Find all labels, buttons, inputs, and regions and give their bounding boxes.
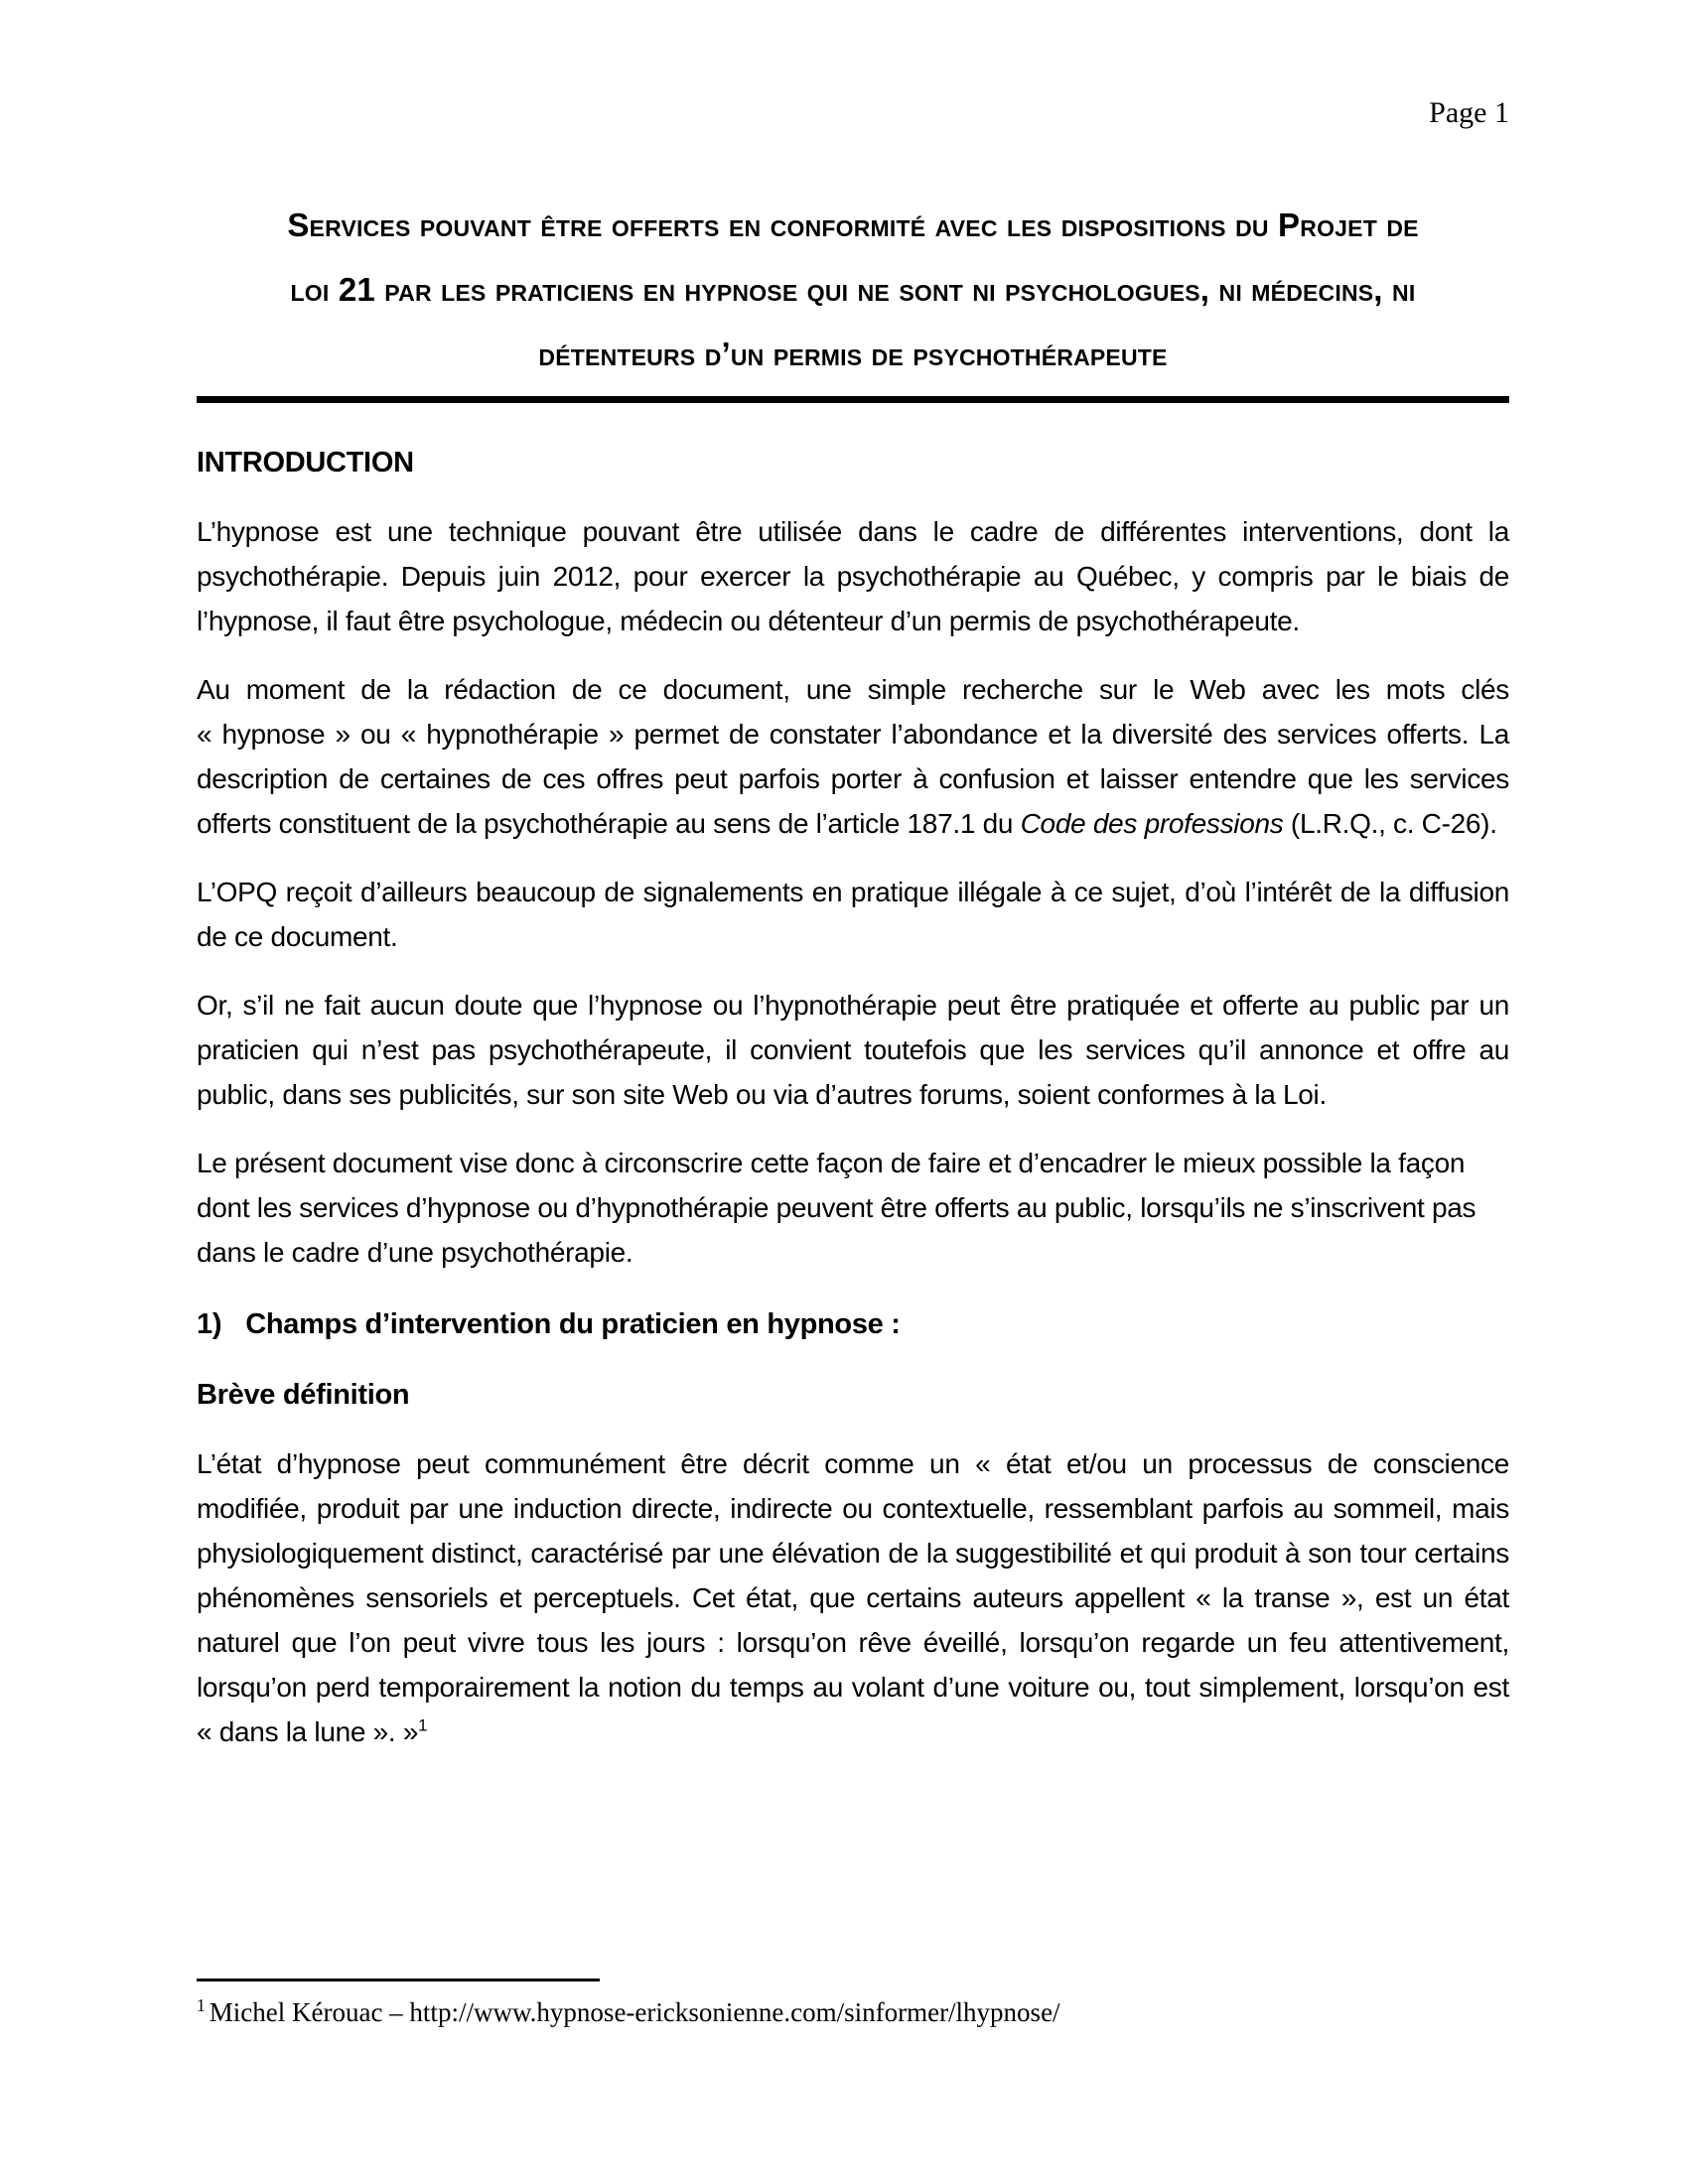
section-1-heading-text: Champs d’intervention du praticien en hypnose : bbox=[245, 1308, 901, 1340]
intro-paragraph-2-text: Au moment de la rédaction de ce document, une simple recherche sur le Web avec les mots clés « hypnose » ou « hypnothérapie » permet de constater l’abondance et la diversité des services offerts. La description de certaines de ces offres peut parfois porter à confusion et laisser entendre que les services offerts constituent de la psychothérapie au sens de l’article 187.1 du bbox=[197, 674, 1509, 839]
footnote-reference-marker: 1 bbox=[418, 1715, 428, 1735]
section-1-number: 1) bbox=[197, 1308, 222, 1340]
breve-definition-subheading: Brève définition bbox=[197, 1379, 410, 1411]
intro-paragraph-4: Or, s’il ne fait aucun doute que l’hypnose ou l’hypnothérapie peut être pratiquée et offerte au public par un praticien qui n’est pas psychothérapeute, il convient toutefois que les services qu’il annonce et offre au public, dans ses publicités, sur son site Web ou via d’autres forums, soient conformes à la Loi. bbox=[197, 990, 1509, 1110]
code-des-professions-italic: Code des professions bbox=[1020, 808, 1284, 839]
footnote-number: 1 bbox=[197, 1995, 206, 2015]
section-1-heading bbox=[197, 1302, 1509, 1347]
intro-paragraph-5: Le présent document vise donc à circonscrire cette façon de faire et d’encadrer le mieux possible la façon dont les services d’hypnose ou d’hypnothérapie peuvent être offerts au public, lorsqu’ils ne s’inscrivent pas dans le cadre d’une psychothérapie. bbox=[197, 1148, 1477, 1268]
page-number: Page 1 bbox=[1429, 96, 1509, 129]
document-title-line-3: détenteurs d’un permis de psychothérapeute bbox=[538, 336, 1168, 372]
footnote-separator-rule bbox=[197, 1979, 600, 1981]
document-title bbox=[197, 193, 1509, 386]
introduction-heading: INTRODUCTION bbox=[197, 447, 414, 478]
footnote-area bbox=[197, 1979, 1509, 2184]
intro-paragraph-2-citation: (L.R.Q., c. C-26). bbox=[1283, 808, 1497, 839]
intro-paragraph-1: L’hypnose est une technique pouvant être utilisée dans le cadre de différentes interventions, dont la psychothérapie. Depuis juin 2012, pour exercer la psychothérapie au Québec, y compris par le biais de l’hypnose, il faut être psychologue, médecin ou détenteur d’un permis de psychothérapeute. bbox=[197, 516, 1509, 636]
intro-paragraph-3: L’OPQ reçoit d’ailleurs beaucoup de signalements en pratique illégale à ce sujet, d’où l’intérêt de la diffusion de ce document. bbox=[197, 877, 1509, 952]
spacer bbox=[197, 1754, 1509, 1971]
title-divider-rule bbox=[197, 396, 1509, 403]
intro-paragraph-2 bbox=[197, 667, 1509, 846]
footnote bbox=[197, 1995, 1509, 2029]
footnote-text: Michel Kérouac – http://www.hypnose-ericksonienne.com/sinformer/lhypnose/ bbox=[209, 1997, 1060, 2027]
definition-paragraph bbox=[197, 1441, 1509, 1754]
definition-paragraph-text: L’état d’hypnose peut communément être décrit comme un « état et/ou un processus de conscience modifiée, produit par une induction directe, indirecte ou contextuelle, ressemblant parfois au sommeil, mais physiologiquement distinct, caractérisé par une élévation de la suggestibilité et qui produit à son tour certains phénomènes sensoriels et perceptuels. Cet état, que certains auteurs appellent « la transe », est un état naturel que l’on peut vivre tous les jours : lorsqu’on rêve éveillé, lorsqu’on regarde un feu attentivement, lorsqu’on perd temporairement la notion du temps au volant d’une voiture ou, tout simplement, lorsqu’on est « dans la lune ». » bbox=[197, 1448, 1509, 1747]
document-title-line-2: loi 21 par les praticiens en hypnose qui ne sont ni psychologues, ni médecins, ni bbox=[290, 271, 1416, 308]
document-title-line-1: Services pouvant être offerts en conformité avec les dispositions du Projet de bbox=[287, 206, 1419, 243]
